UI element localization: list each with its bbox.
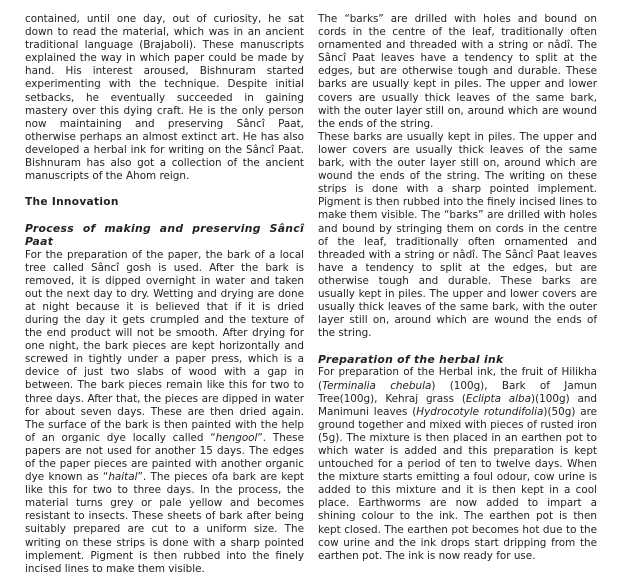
ink-text-3: )(100g) and Manimuni leaves (: [318, 392, 597, 418]
ink-subheading: Preparation of the herbal ink: [318, 353, 504, 367]
species-hydrocotyle: Hydrocotyle rotundifolia: [416, 405, 544, 418]
ink-text-4: )(50g) are ground together and mixed with pieces of rusted iron (5g). The mixture is then placed in an earthen pot to which water is added and this preparation is kept untouched for a period of ten to twelve days. When the mixture starts emitting a foul odour, cow urine is added to this mixture and it is then kept in a cool place. Earthworms are now added to impart a shining colour to the ink. The earthen pot is then kept closed. The earthen pot becomes hot due to the cow urine and the ink drops start dripping from the earthen pot. The ink is now ready for use.: [318, 405, 598, 562]
barks-paragraph-1: The “barks” are drilled with holes and bound on cords in the centre of the leaf, traditionally often ornamented and threaded with a string or nâdî. The Sâncî Paat leaves have a tendency to split at the edges, but are otherwise tough and durable. These barks are usually kept in piles. The upper and lower covers are usually thick leaves of the same bark, with the outer layer still on, around which are wound the ends of the string.: [318, 13, 597, 130]
term-hengool: hengool: [215, 431, 258, 444]
ink-paragraph: [318, 366, 597, 562]
process-paragraph: [25, 249, 304, 576]
ink-text-2: ) (100g), Bark of Jamun Tree(100g), Kehraj grass (: [318, 379, 597, 405]
left-column: [25, 13, 304, 576]
term-haital: haital: [108, 471, 138, 484]
intro-paragraph: contained, until one day, out of curiosity, he sat down to read the material, which was in an ancient traditional language (Brajaboli). These manuscripts explained the way in which paper could be made by hand. His interest aroused, Bishnuram started experimenting with the technique. Despite initial setbacks, he eventually succeeded in gaining mastery over this dying craft. He is the only person now maintaining and preserving Sâncî Paat, otherwise perhaps an almost extinct art. He has also developed a herbal ink for writing on the Sâncî Paat. Bishnuram has also got a collection of the ancient manuscripts of the Ahom reign.: [25, 13, 304, 183]
species-terminalia: Terminalia chebula: [322, 379, 432, 392]
spacer: [318, 340, 597, 353]
spacer: [25, 209, 304, 222]
ink-text-1: For preparation of the Herbal ink, the fruit of Hilikha (: [318, 366, 597, 392]
process-subheading: Process of making and preserving Sâncî Paat: [25, 222, 304, 249]
right-column: [318, 13, 597, 563]
species-eclipta: Eclipta alba: [465, 392, 532, 405]
barks-paragraph-2: These barks are usually kept in piles. The upper and lower covers are usually thick leaves of the same bark, with the outer layer still on, around which are wound the ends of the string. The writing on these strips is done with a sharp pointed implement. Pigment is then rubbed into the finely incised lines to make them visible. The “barks” are drilled with holes and bound by stringing them on cords in the centre of the leaf, traditionally often ornamented and threaded with a string or nâdî. The Sâncî Paat leaves have a tendency to split at the edges, but are otherwise tough and durable. These barks are usually kept in piles. The upper and lower covers are usually thick leaves of the same bark, with the outer layer still on, around which are wound the ends of the string.: [318, 130, 597, 340]
section-heading: The Innovation: [25, 196, 119, 209]
process-text-2: ”. These papers are not used for another 15 days. The edges of the paper pieces are painted with another organic dye known as “: [25, 431, 304, 484]
process-text-3: ”. The pieces ofa bark are kept like this for two to three days. In the process, the material turns grey or pale yellow and becomes resistant to insects. These sheets of bark after being suitably prepared are cut to a uniform size. The writing on these strips is done with a sharp pointed implement. Pigment is then rubbed into the finely incised lines to make them visible.: [25, 471, 304, 575]
spacer: [25, 183, 304, 196]
process-text-1: For the preparation of the paper, the bark of a local tree called Sâncî gosh is used. After the bark is removed, it is dipped overnight in water and taken out the next day to dry. Wetting and drying are done at night because it is believed that if it is dried during the day it gets crumpled and the texture of the end product will not be smooth. After drying for one night, the bark pieces are kept horizontally and screwed in tightly under a paper press, which is a device of just two slabs of wood with a gap in between. The bark pieces remain like this for two to three days. After that, the pieces are dipped in water for about seven days. These are then dried again. The surface of the bark is then painted with the help of an organic dye locally called “: [25, 248, 304, 444]
